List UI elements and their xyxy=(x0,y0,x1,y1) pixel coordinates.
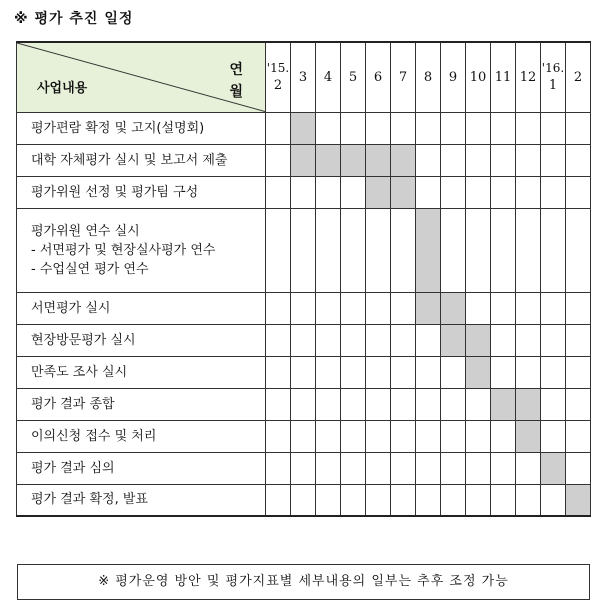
schedule-cell xyxy=(466,420,491,452)
schedule-cell xyxy=(391,484,416,516)
schedule-cell xyxy=(316,208,341,292)
task-line: 서면평가 실시 xyxy=(31,300,111,316)
schedule-cell xyxy=(291,388,316,420)
schedule-cell xyxy=(491,112,516,144)
schedule-cell xyxy=(341,484,366,516)
schedule-cell xyxy=(516,144,541,176)
schedule-cell xyxy=(491,176,516,208)
schedule-cell xyxy=(416,176,441,208)
year-header-label: 연 xyxy=(229,62,243,78)
task-row xyxy=(17,452,591,484)
task-header-label: 사업내용 xyxy=(37,80,88,96)
schedule-cell-active xyxy=(441,292,466,324)
schedule-cell xyxy=(291,420,316,452)
schedule-cell xyxy=(466,208,491,292)
schedule-cell xyxy=(341,176,366,208)
header-row xyxy=(17,42,591,112)
year-label: '15. xyxy=(266,61,290,76)
schedule-cell xyxy=(566,176,591,208)
task-row xyxy=(17,356,591,388)
schedule-cell xyxy=(316,452,341,484)
schedule-cell xyxy=(416,452,441,484)
task-line: 평가 결과 심의 xyxy=(31,460,115,476)
schedule-cell xyxy=(391,208,416,292)
month-label: 10 xyxy=(469,69,487,85)
schedule-cell-active xyxy=(491,388,516,420)
schedule-cell xyxy=(366,420,391,452)
schedule-cell xyxy=(491,292,516,324)
task-line: 평가 결과 종합 xyxy=(31,396,115,412)
schedule-cell xyxy=(366,452,391,484)
schedule-cell xyxy=(341,452,366,484)
schedule-cell xyxy=(341,420,366,452)
schedule-cell xyxy=(566,356,591,388)
month-header-10 xyxy=(516,42,541,112)
schedule-cell xyxy=(266,420,291,452)
schedule-cell xyxy=(541,292,566,324)
task-row xyxy=(17,176,591,208)
task-name xyxy=(17,484,266,516)
schedule-cell-active xyxy=(516,388,541,420)
task-line: - 서면평가 및 현장실사평가 연수 xyxy=(31,242,216,258)
schedule-cell xyxy=(366,356,391,388)
month-label: 2 xyxy=(573,69,583,85)
page-title: ※ 평가 추진 일정 xyxy=(14,11,134,27)
schedule-cell xyxy=(491,452,516,484)
schedule-cell-active xyxy=(366,144,391,176)
month-header-3 xyxy=(341,42,366,112)
schedule-cell xyxy=(466,176,491,208)
task-line: 만족도 조사 실시 xyxy=(31,364,128,380)
schedule-cell xyxy=(541,324,566,356)
month-label: 11 xyxy=(494,69,512,85)
schedule-cell xyxy=(491,144,516,176)
schedule-cell-active xyxy=(291,112,316,144)
schedule-cell xyxy=(316,388,341,420)
schedule-cell xyxy=(441,388,466,420)
month-label: 9 xyxy=(448,69,458,85)
task-line: 평가위원 선정 및 평가팀 구성 xyxy=(31,184,199,200)
month-header-0 xyxy=(266,42,291,112)
schedule-cell xyxy=(466,388,491,420)
schedule-cell xyxy=(416,388,441,420)
task-row xyxy=(17,388,591,420)
task-row xyxy=(17,112,591,144)
schedule-cell xyxy=(366,324,391,356)
year-label: '16. xyxy=(541,61,565,76)
schedule-cell xyxy=(466,112,491,144)
schedule-cell xyxy=(266,176,291,208)
task-row xyxy=(17,208,591,292)
schedule-cell xyxy=(441,484,466,516)
month-label: 8 xyxy=(423,69,433,85)
month-header-4 xyxy=(366,42,391,112)
schedule-cell-active xyxy=(466,324,491,356)
task-line: 현장방문평가 실시 xyxy=(31,332,136,348)
month-label: 2 xyxy=(273,78,283,94)
schedule-cell-active xyxy=(416,292,441,324)
month-header-9 xyxy=(491,42,516,112)
schedule-cell xyxy=(341,208,366,292)
task-row xyxy=(17,324,591,356)
schedule-cell xyxy=(516,484,541,516)
task-name xyxy=(17,112,266,144)
schedule-cell xyxy=(416,356,441,388)
schedule-cell xyxy=(541,208,566,292)
schedule-cell xyxy=(541,176,566,208)
schedule-cell xyxy=(466,144,491,176)
task-name xyxy=(17,292,266,324)
task-row xyxy=(17,292,591,324)
schedule-cell xyxy=(566,388,591,420)
schedule-cell-active xyxy=(516,420,541,452)
month-label: 12 xyxy=(519,69,537,85)
schedule-cell xyxy=(416,324,441,356)
month-header-12 xyxy=(566,42,591,112)
schedule-cell xyxy=(541,420,566,452)
schedule-cell xyxy=(391,112,416,144)
task-line: 평가위원 연수 실시 xyxy=(31,223,140,239)
schedule-cell xyxy=(341,292,366,324)
schedule-cell xyxy=(291,292,316,324)
schedule-cell-active xyxy=(541,452,566,484)
schedule-cell xyxy=(291,356,316,388)
schedule-cell-active xyxy=(441,324,466,356)
schedule-cell xyxy=(316,292,341,324)
schedule-cell xyxy=(566,208,591,292)
schedule-cell xyxy=(491,420,516,452)
schedule-cell-active xyxy=(366,176,391,208)
schedule-cell-active xyxy=(416,208,441,292)
task-row xyxy=(17,484,591,516)
schedule-table xyxy=(16,41,591,517)
schedule-cell xyxy=(441,112,466,144)
schedule-cell xyxy=(516,324,541,356)
schedule-cell xyxy=(466,292,491,324)
month-label: 5 xyxy=(348,69,358,85)
month-label: 7 xyxy=(398,69,408,85)
task-name xyxy=(17,452,266,484)
schedule-cell xyxy=(441,452,466,484)
task-name xyxy=(17,356,266,388)
schedule-cell xyxy=(291,484,316,516)
schedule-cell xyxy=(441,144,466,176)
schedule-cell xyxy=(491,208,516,292)
schedule-cell xyxy=(366,208,391,292)
schedule-cell xyxy=(266,144,291,176)
schedule-cell-active xyxy=(341,144,366,176)
schedule-cell xyxy=(391,356,416,388)
schedule-cell xyxy=(266,324,291,356)
schedule-cell xyxy=(266,112,291,144)
schedule-cell xyxy=(566,144,591,176)
schedule-cell-active xyxy=(316,144,341,176)
task-line: 대학 자체평가 실시 및 보고서 제출 xyxy=(31,152,228,168)
schedule-cell xyxy=(291,452,316,484)
month-header-7 xyxy=(441,42,466,112)
schedule-cell xyxy=(391,420,416,452)
schedule-cell xyxy=(266,452,291,484)
task-line: 이의신청 접수 및 처리 xyxy=(31,428,157,444)
schedule-cell xyxy=(316,356,341,388)
month-label: 6 xyxy=(373,69,383,85)
task-name xyxy=(17,420,266,452)
task-header-cell xyxy=(17,42,266,112)
schedule-cell xyxy=(566,420,591,452)
schedule-cell xyxy=(266,388,291,420)
schedule-cell xyxy=(466,452,491,484)
schedule-cell xyxy=(516,208,541,292)
schedule-cell xyxy=(316,420,341,452)
task-row xyxy=(17,420,591,452)
month-header-6 xyxy=(416,42,441,112)
schedule-cell xyxy=(391,324,416,356)
month-label: 4 xyxy=(323,69,333,85)
schedule-cell xyxy=(516,452,541,484)
schedule-cell-active xyxy=(566,484,591,516)
schedule-cell xyxy=(366,112,391,144)
schedule-cell xyxy=(566,292,591,324)
month-header-11 xyxy=(541,42,566,112)
schedule-cell xyxy=(441,356,466,388)
schedule-cell xyxy=(266,356,291,388)
schedule-cell xyxy=(316,324,341,356)
task-name xyxy=(17,176,266,208)
schedule-cell xyxy=(316,112,341,144)
schedule-cell xyxy=(516,356,541,388)
schedule-cell xyxy=(366,388,391,420)
schedule-cell xyxy=(291,208,316,292)
task-name xyxy=(17,324,266,356)
schedule-cell xyxy=(541,388,566,420)
month-header-5 xyxy=(391,42,416,112)
schedule-cell xyxy=(541,144,566,176)
task-line: 평가편람 확정 및 고지(설명회) xyxy=(31,120,205,136)
schedule-cell xyxy=(491,356,516,388)
schedule-cell xyxy=(416,112,441,144)
schedule-cell xyxy=(391,452,416,484)
month-header-2 xyxy=(316,42,341,112)
schedule-cell-active xyxy=(466,356,491,388)
schedule-cell xyxy=(441,208,466,292)
schedule-cell xyxy=(341,356,366,388)
schedule-cell xyxy=(466,484,491,516)
schedule-cell xyxy=(541,112,566,144)
task-name xyxy=(17,388,266,420)
schedule-cell xyxy=(366,484,391,516)
month-header-8 xyxy=(466,42,491,112)
schedule-cell xyxy=(391,292,416,324)
schedule-cell xyxy=(291,324,316,356)
month-header-label: 월 xyxy=(229,84,243,100)
task-line: - 수업실연 평가 연수 xyxy=(31,261,149,277)
month-label: 3 xyxy=(298,69,308,85)
schedule-cell xyxy=(266,292,291,324)
schedule-cell xyxy=(316,176,341,208)
schedule-cell xyxy=(491,324,516,356)
schedule-cell xyxy=(566,324,591,356)
schedule-cell xyxy=(291,176,316,208)
schedule-cell xyxy=(341,324,366,356)
schedule-cell xyxy=(341,112,366,144)
schedule-cell xyxy=(566,452,591,484)
schedule-cell xyxy=(516,292,541,324)
task-row xyxy=(17,144,591,176)
schedule-cell-active xyxy=(391,176,416,208)
schedule-cell xyxy=(416,484,441,516)
schedule-cell xyxy=(441,176,466,208)
schedule-cell xyxy=(341,388,366,420)
schedule-cell xyxy=(441,420,466,452)
schedule-cell xyxy=(316,484,341,516)
schedule-cell xyxy=(491,484,516,516)
schedule-cell xyxy=(516,176,541,208)
schedule-cell xyxy=(566,112,591,144)
schedule-cell-active xyxy=(391,144,416,176)
schedule-cell xyxy=(516,112,541,144)
schedule-cell xyxy=(266,208,291,292)
schedule-cell xyxy=(541,356,566,388)
month-header-1 xyxy=(291,42,316,112)
task-name xyxy=(17,144,266,176)
schedule-cell xyxy=(366,292,391,324)
schedule-cell xyxy=(416,420,441,452)
schedule-cell xyxy=(416,144,441,176)
task-name xyxy=(17,208,266,292)
schedule-cell xyxy=(541,484,566,516)
task-line: 평가 결과 확정, 발표 xyxy=(31,492,148,508)
schedule-cell-active xyxy=(291,144,316,176)
schedule-cell xyxy=(391,388,416,420)
note-box: ※ 평가운영 방안 및 평가지표별 세부내용의 일부는 추후 조정 가능 xyxy=(17,564,590,600)
schedule-cell xyxy=(266,484,291,516)
month-label: 1 xyxy=(548,78,558,94)
